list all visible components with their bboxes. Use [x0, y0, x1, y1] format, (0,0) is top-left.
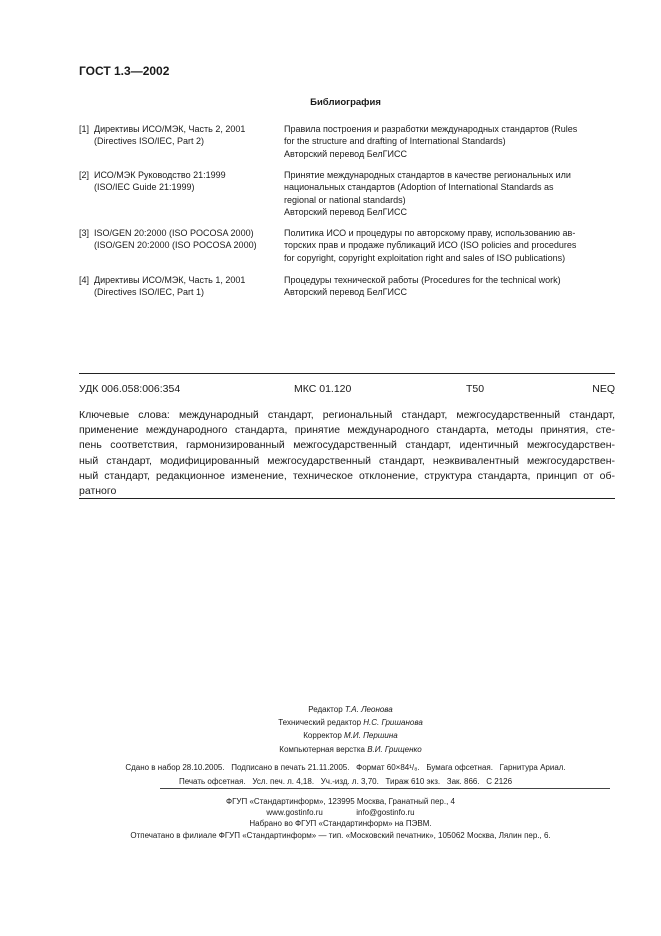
- keywords-line: Ключевые слова: международный стандарт, региональный стандарт, межгосударственный стандарт,: [79, 409, 615, 421]
- entry-description-line: for the structure and drafting of International Standards): [284, 136, 506, 147]
- divider-rule: [160, 788, 610, 789]
- publisher-block: [0, 796, 661, 841]
- entry-description-line: торских прав и продаже публикаций ИСО (ISO policies and procedures: [284, 240, 577, 251]
- entry-number: [3]: [79, 228, 90, 238]
- entry-description-line: Процедуры технической работы (Procedures for the technical work): [284, 275, 561, 285]
- keywords-line: ратного: [79, 485, 117, 498]
- entry-description: [284, 123, 615, 160]
- divider-rule: [79, 498, 615, 499]
- keywords-line: ный стандарт, модифицированный межгосударственный стандарт, неэквивалентный межгосударствен-: [79, 454, 615, 467]
- entry-description-line: Авторский перевод БелГИСС: [284, 148, 407, 159]
- entry-number: [4]: [79, 275, 90, 285]
- credit-role: Корректор: [303, 731, 342, 741]
- entry-source-line: Директивы ИСО/МЭК, Часть 2, 2001: [94, 124, 246, 134]
- entry-description: [284, 227, 615, 264]
- udk-code: УДК 006.058:006:354: [79, 383, 181, 395]
- entry-source-line: ИСО/МЭК Руководство 21:1999: [94, 170, 226, 180]
- entry-source: [94, 227, 284, 252]
- publisher-typeset: Набрано во ФГУП «Стандартинформ» на ПЭВМ.: [249, 819, 432, 829]
- credit-person: В.И. Грищенко: [367, 744, 422, 754]
- entry-source-line: (ISO/GEN 20:2000 (ISO POCOSA 2000): [94, 240, 257, 251]
- entry-source-line: (Directives ISO/IEC, Part 2): [94, 136, 205, 147]
- credit-role: Технический редактор: [278, 718, 362, 728]
- credit-person: Н.С. Гришанова: [363, 718, 423, 728]
- document-header: ГОСТ 1.3—2002: [79, 64, 170, 78]
- credit-role: Редактор: [308, 705, 343, 714]
- keywords-line: ный стандарт, редакционное изменение, техническое отклонение, структура стандарта, принцип от об-: [79, 469, 615, 482]
- credit-line: [40, 743, 661, 756]
- entry-number: [2]: [79, 170, 90, 180]
- keywords-paragraph: [79, 408, 615, 499]
- entry-description-line: национальных стандартов (Adoption of International Standards as: [284, 182, 554, 193]
- print-info-line: Печать офсетная. Усл. печ. л. 4,18. Уч.-изд. л. 3,70. Тираж 610 экз. Зак. 866. С 2126: [178, 776, 513, 786]
- credit-person: Т.А. Леонова: [344, 705, 393, 714]
- entry-description-line: regional or national standards): [284, 194, 406, 205]
- entry-source: [94, 123, 284, 148]
- mks-code: МКС 01.120: [294, 383, 352, 395]
- keywords-line: пень соответствия, гармонизированный межгосударственный стандарт, идентичный межгосударствен-: [79, 439, 615, 452]
- entry-description-line: Правила построения и разработки международных стандартов (Rules: [284, 124, 578, 134]
- t-code: Т50: [466, 383, 485, 395]
- publisher-site: www.gostinfo.ru: [266, 808, 323, 818]
- credit-line: [40, 703, 661, 716]
- entry-source-line: (ISO/IEC Guide 21:1999): [94, 182, 195, 193]
- credit-role: Компьютерная верстка: [279, 744, 365, 754]
- entry-description-line: for copyright, copyright exploitation right and sales of ISO publications): [284, 252, 566, 263]
- print-info-line: Сдано в набор 28.10.2005. Подписано в печать 21.11.2005. Формат 60×84¹/₈. Бумага офсетная. Гарнитура Ариал.: [125, 763, 566, 772]
- entry-number: [1]: [79, 124, 90, 134]
- entry-description: [284, 274, 615, 299]
- entry-description-line: Политика ИСО и процедуры по авторскому праву, использованию ав-: [284, 228, 576, 238]
- entry-source: [94, 274, 284, 299]
- entry-source-line: ISO/GEN 20:2000 (ISO POCOSA 2000): [94, 228, 254, 238]
- publisher-address: ФГУП «Стандартинформ», 123995 Москва, Гранатный пер., 4: [226, 797, 455, 806]
- entry-description: [284, 169, 615, 219]
- credit-line: [40, 729, 661, 742]
- entry-description-line: Авторский перевод БелГИСС: [284, 287, 407, 298]
- bibliography-title: Библиография: [310, 97, 381, 108]
- entry-description-line: Принятие международных стандартов в качестве региональных или: [284, 170, 571, 180]
- entry-source-line: (Directives ISO/IEC, Part 1): [94, 287, 205, 298]
- credit-person: М.И. Першина: [344, 731, 398, 741]
- publisher-contacts: [20, 807, 661, 818]
- equivalence-code: NEQ: [592, 383, 615, 395]
- entry-description-line: Авторский перевод БелГИСС: [284, 207, 407, 218]
- entry-source-line: Директивы ИСО/МЭК, Часть 1, 2001: [94, 275, 246, 285]
- divider-rule: [79, 373, 615, 374]
- keywords-line: применение международного стандарта, принятие международного стандарта, методы принятия, сте-: [79, 424, 615, 437]
- credit-line: [40, 716, 661, 729]
- publisher-email: info@gostinfo.ru: [356, 808, 415, 818]
- credits-block: [0, 703, 661, 756]
- print-info-block: [0, 761, 661, 788]
- publisher-printed: Отпечатано в филиале ФГУП «Стандартинформ» — тип. «Московский печатник», 105062 Москва, Лялин пер., 6.: [130, 830, 551, 840]
- entry-source: [94, 169, 284, 194]
